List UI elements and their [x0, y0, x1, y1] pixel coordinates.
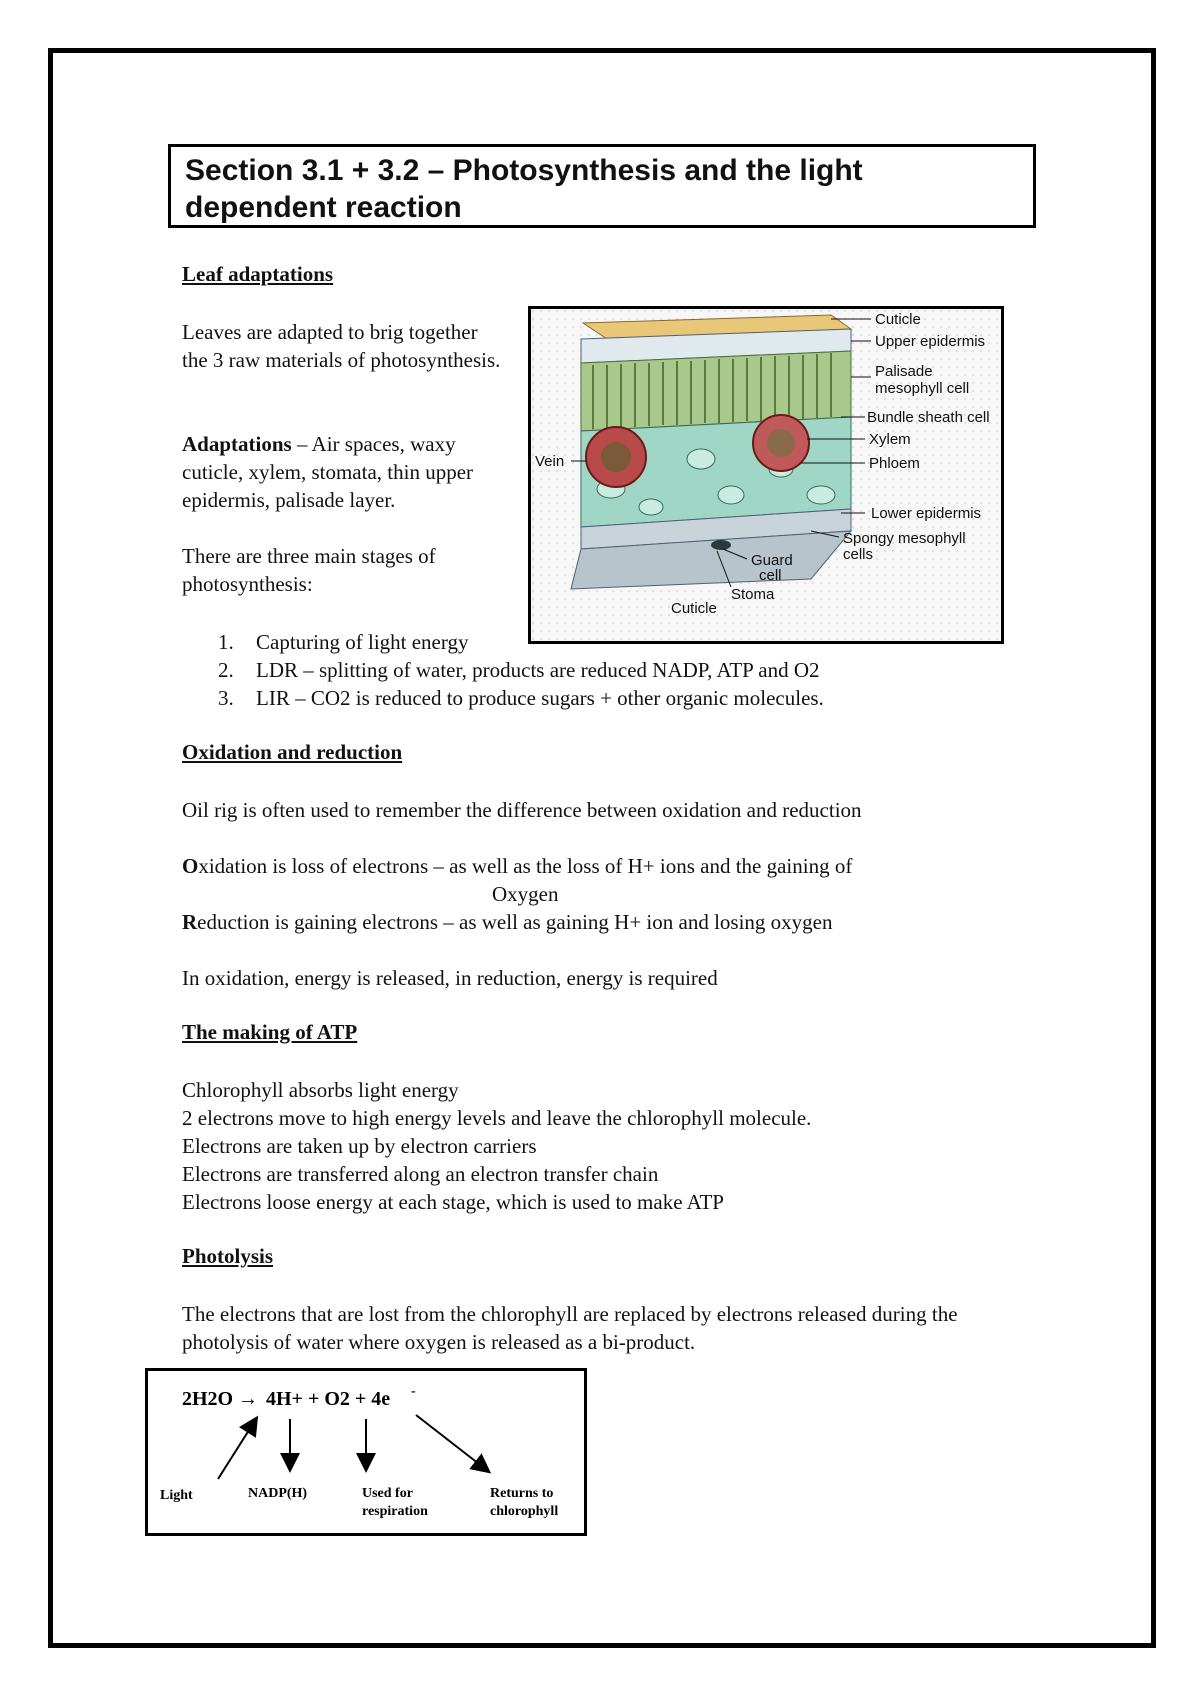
- photolysis-equation-box: [145, 1368, 587, 1536]
- label-used-for: Used for: [362, 1486, 413, 1501]
- stages-intro-text: There are three main stages of photosynthesis:: [182, 544, 436, 596]
- leaf-intro-text: Leaves are adapted to brig together the 3 raw materials of photosynthesis.: [182, 320, 501, 372]
- label-palisade-2: mesophyll cell: [875, 380, 970, 397]
- adaptations-list-text: – Air spaces, waxy cuticle, xylem, stomata, thin upper epidermis, palisade layer.: [182, 432, 474, 512]
- list-item: [218, 656, 824, 684]
- label-vein: Vein: [535, 453, 565, 470]
- stoma-opening: [711, 540, 731, 550]
- energy-text: In oxidation, energy is released, in reduction, energy is required: [182, 966, 718, 990]
- label-respiration: respiration: [362, 1504, 428, 1519]
- adaptations-text: [182, 430, 512, 514]
- label-cuticle-bottom: Cuticle: [671, 600, 717, 617]
- heading-leaf-adaptations: Leaf adaptations: [182, 262, 334, 286]
- list-item-text: Capturing of light energy: [256, 630, 469, 654]
- oil-rig-text: Oil rig is often used to remember the difference between oxidation and reduction: [182, 798, 862, 822]
- label-spongy-1: Spongy mesophyll: [843, 530, 966, 547]
- label-xylem: Xylem: [869, 431, 911, 448]
- atp-line: Electrons are transferred along an electron transfer chain: [182, 1162, 659, 1186]
- oxidation-text: [182, 852, 1022, 880]
- reduction-text: [182, 908, 1022, 936]
- oxidation-letter: O: [182, 854, 199, 878]
- list-item-text: LIR – CO2 is reduced to produce sugars + other organic molecules.: [256, 686, 824, 710]
- leaf-cross-section-figure: [528, 306, 1004, 644]
- atp-line: Electrons are taken up by electron carriers: [182, 1134, 537, 1158]
- atp-line: Chlorophyll absorbs light energy: [182, 1078, 459, 1102]
- list-number: 3.: [218, 686, 234, 710]
- equation-lhs: 2H2O: [182, 1388, 234, 1410]
- oxidation-rest: xidation is loss of electrons – as well as the loss of H+ ions and the gaining of: [198, 854, 853, 878]
- section-title: Section 3.1 + 3.2 – Photosynthesis and the light dependent reaction: [185, 154, 863, 224]
- oxidation-continued: Oxygen: [492, 882, 559, 906]
- label-upper-epidermis: Upper epidermis: [875, 333, 986, 350]
- photolysis-text: The electrons that are lost from the chlorophyll are replaced by electrons released during the photolysis of water where oxygen is released as a bi-product.: [182, 1302, 958, 1354]
- equation-arrow: →: [238, 1388, 258, 1410]
- label-spongy-2: cells: [843, 546, 874, 563]
- label-palisade-1: Palisade: [875, 363, 933, 380]
- equation-rhs: 4H+ + O2 + 4e: [266, 1388, 391, 1410]
- label-returns-to: Returns to: [490, 1486, 554, 1501]
- heading-photolysis: Photolysis: [182, 1244, 274, 1268]
- photolysis-equation: [148, 1371, 584, 1533]
- list-item-text: LDR – splitting of water, products are reduced NADP, ATP and O2: [256, 658, 820, 682]
- atp-line: Electrons loose energy at each stage, which is used to make ATP: [182, 1190, 724, 1214]
- leaf-diagram: [531, 309, 1001, 641]
- label-guard-2: cell: [759, 567, 782, 584]
- section-title-box: [168, 144, 1036, 228]
- list-number: 2.: [218, 658, 234, 682]
- equation-superscript: -: [411, 1384, 416, 1399]
- arrow-light: [218, 1419, 256, 1479]
- arrow-chlorophyll: [416, 1415, 488, 1471]
- label-bundle-sheath: Bundle sheath cell: [867, 409, 990, 426]
- label-phloem: Phloem: [869, 455, 920, 472]
- reduction-letter: R: [182, 910, 198, 934]
- list-number: 1.: [218, 630, 234, 654]
- label-light: Light: [160, 1488, 193, 1503]
- heading-making-of-atp: The making of ATP: [182, 1020, 358, 1044]
- reduction-rest: eduction is gaining electrons – as well as gaining H+ ion and losing oxygen: [197, 910, 833, 934]
- adaptations-label: Adaptations: [182, 432, 292, 456]
- vein-right-core: [767, 429, 795, 457]
- heading-oxidation-reduction: Oxidation and reduction: [182, 740, 403, 764]
- label-lower-epidermis: Lower epidermis: [871, 505, 982, 522]
- label-stoma: Stoma: [731, 586, 775, 603]
- label-chlorophyll: chlorophyll: [490, 1504, 559, 1519]
- label-nadph: NADP(H): [248, 1486, 308, 1501]
- label-cuticle-top: Cuticle: [875, 311, 921, 328]
- label-guard-1: Guard: [751, 552, 793, 569]
- list-item: [218, 684, 824, 712]
- atp-line: 2 electrons move to high energy levels and leave the chlorophyll molecule.: [182, 1106, 812, 1130]
- vein-left-core: [601, 442, 631, 472]
